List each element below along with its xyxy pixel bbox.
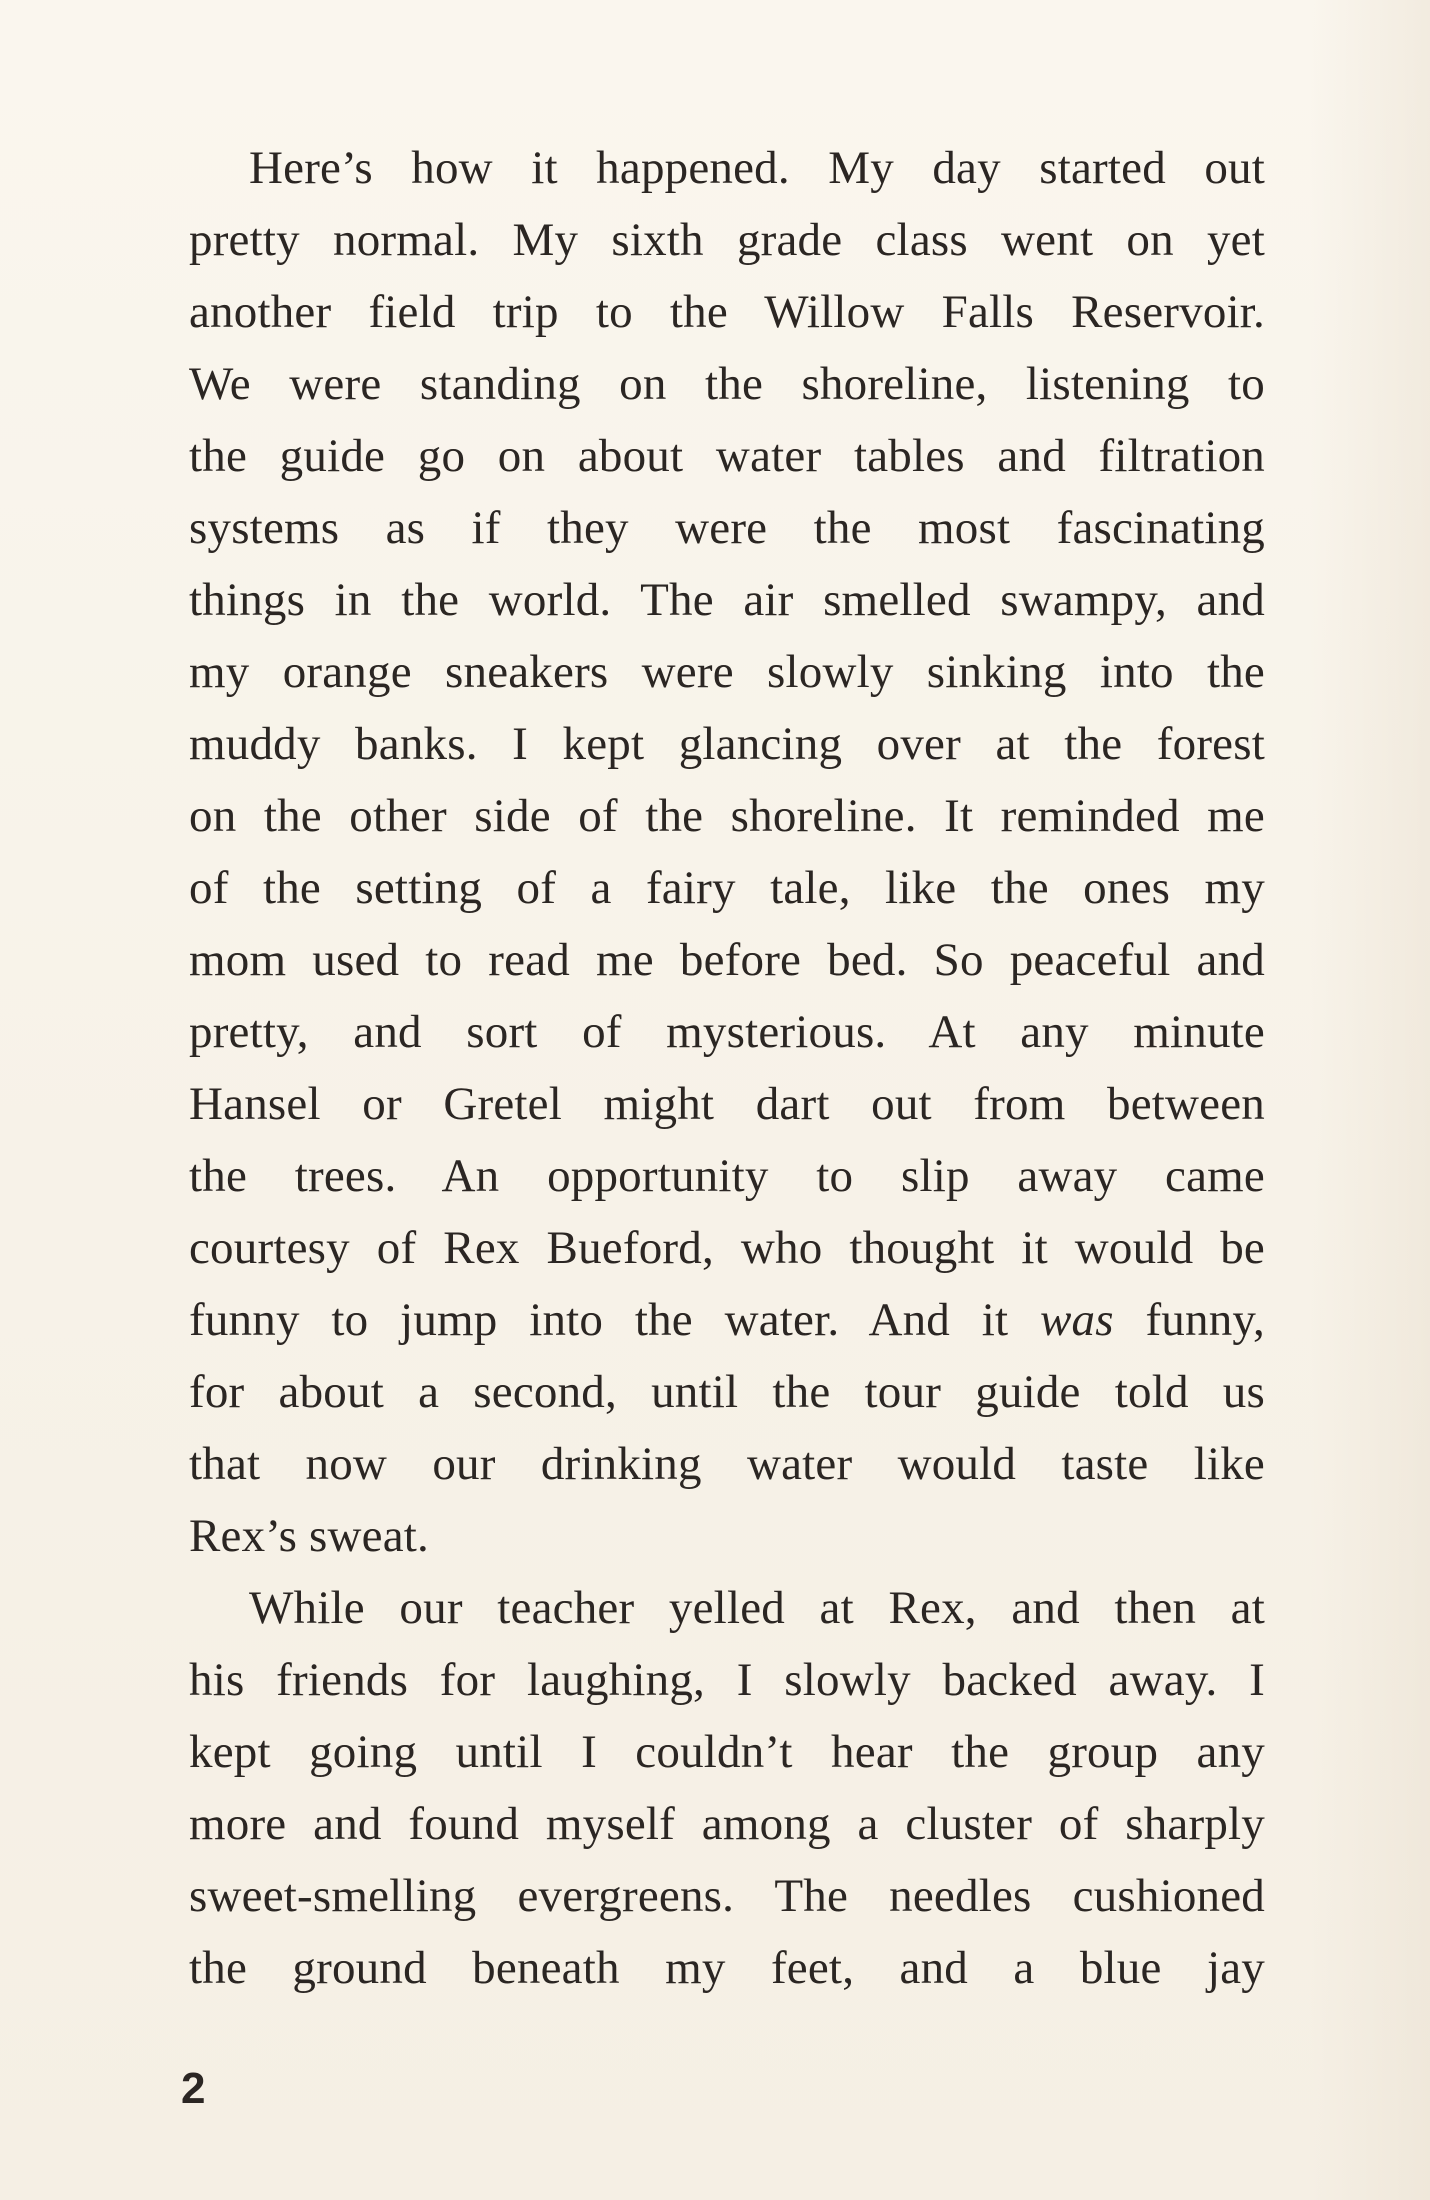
text-line: the trees. An opportunity to slip away came	[189, 1150, 1265, 1202]
text-line-with-emphasis	[189, 1284, 1265, 1356]
text-line: muddy banks. I kept glancing over at the forest	[189, 718, 1265, 770]
text-line: of the setting of a fairy tale, like the ones my	[189, 862, 1265, 914]
text-line: Here’s how it happened. My day started out	[249, 142, 1265, 194]
text-line: While our teacher yelled at Rex, and then at	[249, 1582, 1265, 1634]
text-line: kept going until I couldn’t hear the group any	[189, 1726, 1265, 1778]
text-line: pretty normal. My sixth grade class went on yet	[189, 214, 1265, 266]
text-line: for about a second, until the tour guide told us	[189, 1366, 1265, 1418]
text-line: pretty, and sort of mysterious. At any minute	[189, 1006, 1265, 1058]
page-fold-shadow	[1310, 0, 1430, 2200]
text-line: another field trip to the Willow Falls Reservoir.	[189, 286, 1265, 338]
text-line: that now our drinking water would taste like	[189, 1438, 1265, 1490]
text-line: Rex’s sweat.	[189, 1510, 429, 1562]
text-line: on the other side of the shoreline. It reminded me	[189, 790, 1265, 842]
text-line: systems as if they were the most fascinating	[189, 502, 1265, 554]
text-segment: funny to jump into the water. And it	[189, 1294, 1009, 1346]
text-line: his friends for laughing, I slowly backed away. I	[189, 1654, 1265, 1706]
text-line: We were standing on the shoreline, listening to	[189, 358, 1265, 410]
text-segment: funny,	[1113, 1294, 1265, 1346]
text-line: mom used to read me before bed. So peaceful and	[189, 934, 1265, 986]
text-line: the guide go on about water tables and filtration	[189, 430, 1265, 482]
body-text	[189, 132, 1265, 2004]
text-line: courtesy of Rex Bueford, who thought it would be	[189, 1222, 1265, 1274]
text-line: my orange sneakers were slowly sinking into the	[189, 646, 1265, 698]
text-line: more and found myself among a cluster of sharply	[189, 1798, 1265, 1850]
text-line: the ground beneath my feet, and a blue jay	[189, 1942, 1265, 1994]
emphasis-word: was	[1039, 1294, 1114, 1346]
text-line: things in the world. The air smelled swampy, and	[189, 574, 1265, 626]
page-number: 2	[181, 2064, 206, 2113]
text-line: Hansel or Gretel might dart out from between	[189, 1078, 1265, 1130]
text-line: sweet-smelling evergreens. The needles cushioned	[189, 1870, 1265, 1922]
